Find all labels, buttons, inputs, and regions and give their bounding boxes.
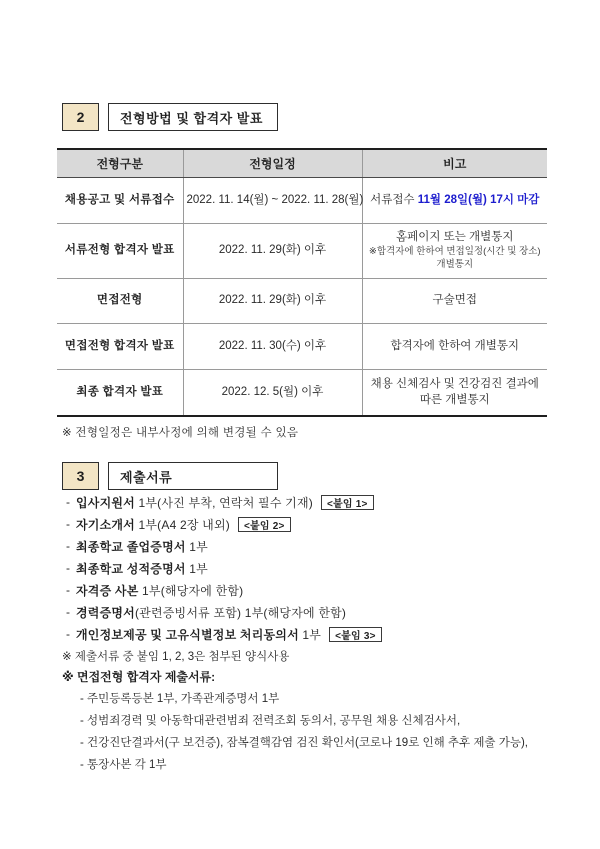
- row-schedule: 2022. 11. 14(월) ~ 2022. 11. 28(월): [183, 177, 362, 223]
- table-row: [57, 278, 547, 323]
- doc-detail: 1부: [185, 561, 208, 576]
- list-dash: -: [66, 627, 71, 641]
- interview-pass-docs-title: ※ 면접전형 합격자 제출서류:: [62, 670, 216, 684]
- note-prefix: 서류접수: [370, 193, 418, 206]
- doc-name: 개인정보제공 및 고유식별정보 처리동의서: [76, 627, 299, 642]
- table-header-row: [57, 149, 547, 177]
- list-item: [62, 491, 562, 513]
- list-item: [62, 579, 562, 601]
- table-row: [57, 223, 547, 278]
- doc-name: 자격증 사본: [76, 583, 139, 598]
- list-item: [62, 557, 562, 579]
- column-header-schedule: 전형일정: [183, 149, 362, 177]
- selection-schedule-table: [57, 148, 547, 417]
- row-note: [362, 223, 547, 278]
- list-dash: -: [66, 561, 71, 575]
- note-deadline-highlight: 11월 28일(월) 17시 마감: [417, 193, 540, 206]
- doc-detail: 1부(해당자에 한함): [138, 583, 244, 598]
- attachment-tag: <붙임 3>: [329, 627, 382, 642]
- list-item: [62, 535, 562, 557]
- forms-usage-note: ※ 제출서류 중 붙임 1, 2, 3은 첨부된 양식사용: [62, 650, 290, 663]
- list-dash: -: [66, 605, 71, 619]
- doc-detail: 1부: [185, 539, 208, 554]
- doc-name: 최종학교 졸업증명서: [76, 539, 186, 554]
- list-item: [62, 623, 562, 645]
- note-sub: ※합격자에 한하여 면접일정(시간 및 장소) 개별통지: [368, 246, 541, 270]
- section3-title: 제출서류: [108, 462, 278, 490]
- table-row: [57, 323, 547, 369]
- submission-documents-list: [62, 491, 562, 775]
- attachment-tag: <붙임 2>: [238, 517, 291, 532]
- doc-name: 자기소개서: [76, 517, 135, 532]
- row-schedule: 2022. 11. 29(화) 이후: [183, 223, 362, 278]
- row-category: 최종 합격자 발표: [57, 369, 183, 416]
- section3-header: [62, 462, 278, 490]
- list-item: [62, 513, 562, 535]
- section2-header: [62, 103, 278, 131]
- row-category: 면접전형: [57, 278, 183, 323]
- row-category: 서류전형 합격자 발표: [57, 223, 183, 278]
- row-note: 채용 신체검사 및 건강검진 결과에 따른 개별통지: [362, 369, 547, 416]
- section3-number-box: 3: [62, 462, 99, 490]
- table-row: [57, 177, 547, 223]
- doc-name: 경력증명서: [76, 605, 135, 620]
- table-row: [57, 369, 547, 416]
- sub-list-item: - 통장사본 각 1부: [80, 759, 167, 771]
- sub-list-item: - 주민등록등본 1부, 가족관계증명서 1부: [80, 693, 280, 705]
- sub-list-item: - 건강진단결과서(구 보건증), 잠복결핵감염 검진 확인서(코로나 19로 인해 추후 제출 가능),: [80, 737, 528, 749]
- row-schedule: 2022. 11. 30(수) 이후: [183, 323, 362, 369]
- list-dash: -: [66, 583, 71, 597]
- doc-name: 최종학교 성적증명서: [76, 561, 186, 576]
- row-category: 면접전형 합격자 발표: [57, 323, 183, 369]
- column-header-category: 전형구분: [57, 149, 183, 177]
- section2-title: 전형방법 및 합격자 발표: [108, 103, 278, 131]
- column-header-note: 비고: [362, 149, 547, 177]
- row-note: 합격자에 한하여 개별통지: [362, 323, 547, 369]
- doc-name: 입사지원서: [76, 495, 135, 510]
- list-item: [62, 601, 562, 623]
- list-dash: -: [66, 495, 71, 509]
- doc-detail: 1부(A4 2장 내외): [134, 517, 230, 532]
- list-dash: -: [66, 517, 71, 531]
- doc-detail: 1부(사진 부착, 연락처 필수 기재): [134, 495, 313, 510]
- row-schedule: 2022. 12. 5(월) 이후: [183, 369, 362, 416]
- attachment-tag: <붙임 1>: [321, 495, 374, 510]
- list-dash: -: [66, 539, 71, 553]
- doc-detail: 1부: [298, 627, 322, 642]
- note-main: 홈페이지 또는 개별통지: [396, 231, 514, 244]
- row-category: 채용공고 및 서류접수: [57, 177, 183, 223]
- row-note: 구술면접: [362, 278, 547, 323]
- schedule-footnote: ※ 전형일정은 내부사정에 의해 변경될 수 있음: [62, 427, 299, 439]
- sub-list-item: - 성범죄경력 및 아동학대관련범죄 전력조회 동의서, 공무원 채용 신체검사서,: [80, 715, 461, 727]
- section2-number-box: 2: [62, 103, 99, 131]
- row-schedule: 2022. 11. 29(화) 이후: [183, 278, 362, 323]
- doc-detail: (관련증빙서류 포함) 1부(해당자에 한함): [134, 605, 347, 620]
- row-note: [362, 177, 547, 223]
